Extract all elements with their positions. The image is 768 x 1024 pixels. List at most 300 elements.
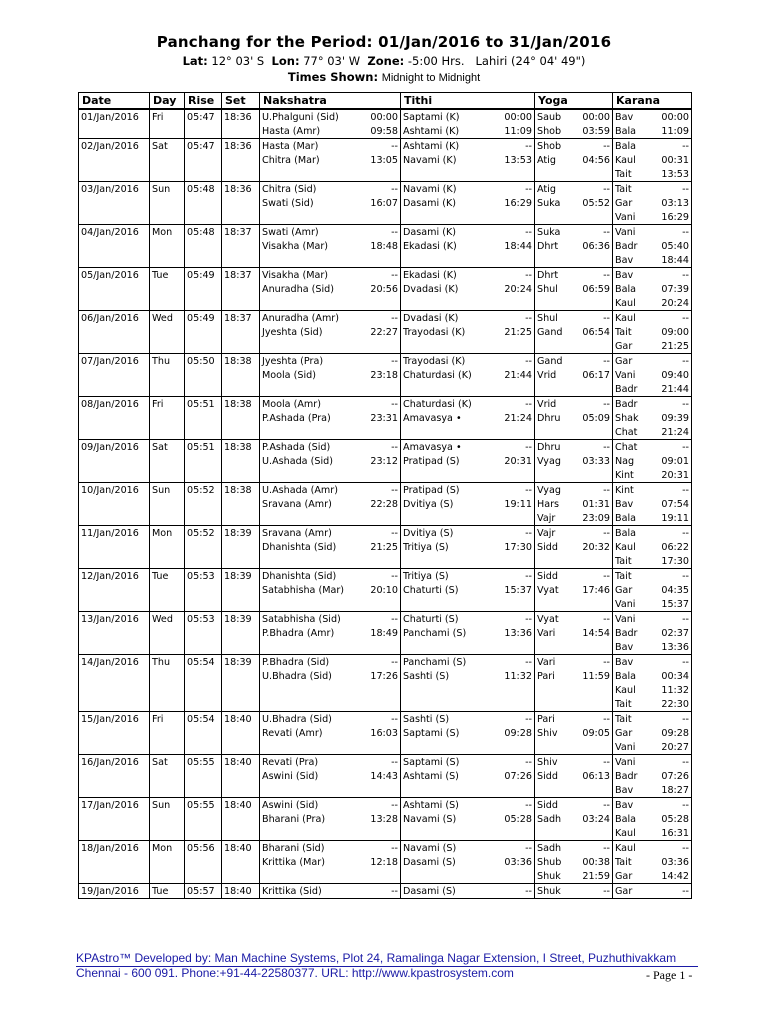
cell-yoga [535, 483, 613, 498]
cell-tithi-name: Tritiya (S) [403, 570, 449, 582]
cell-day [150, 282, 185, 296]
cell-date: 07/Jan/2016 [79, 354, 150, 369]
cell-day: Tue [150, 569, 185, 584]
cell-yoga-name: Shob [537, 140, 562, 152]
cell-yoga-time: -- [603, 713, 610, 725]
cell-yoga-name: Vyag [537, 484, 561, 496]
cell-tithi-name: Chaturti (S) [403, 584, 459, 596]
cell-nakshatra-time: 13:05 [370, 154, 398, 166]
cell-karana-name: Tait [615, 713, 632, 725]
cell-nakshatra-name: P.Ashada (Sid) [262, 441, 331, 453]
cell-tithi-name: Navami (S) [403, 813, 457, 825]
cell-karana-name: Badr [615, 240, 638, 252]
cell-nakshatra-time: 00:00 [370, 111, 398, 123]
cell-day [150, 210, 185, 225]
table-row [79, 526, 692, 541]
times-label: Times Shown: [287, 70, 379, 84]
lat-value: 12° 03' S [211, 54, 265, 68]
cell-karana-time: 07:26 [661, 770, 689, 782]
table-row [79, 268, 692, 283]
cell-tithi-name: Dasami (S) [403, 856, 456, 868]
cell-nakshatra [260, 554, 401, 569]
cell-nakshatra [260, 769, 401, 783]
cell-tithi [401, 554, 535, 569]
cell-nakshatra-name: Bharani (Sid) [262, 842, 325, 854]
cell-nakshatra [260, 626, 401, 640]
cell-date: 15/Jan/2016 [79, 712, 150, 727]
cell-day [150, 425, 185, 440]
cell-tithi-time: 00:00 [504, 111, 532, 123]
cell-nakshatra-name: Bharani (Pra) [262, 813, 326, 825]
cell-yoga [535, 697, 613, 712]
cell-day [150, 740, 185, 755]
cell-tithi [401, 683, 535, 697]
cell-yoga [535, 712, 613, 727]
cell-nakshatra-time: 09:58 [370, 125, 398, 137]
cell-karana [613, 812, 692, 826]
cell-tithi-time: -- [525, 885, 532, 897]
cell-karana [613, 683, 692, 697]
cell-yoga [535, 182, 613, 197]
cell-set [222, 325, 260, 339]
cell-tithi [401, 239, 535, 253]
table-row [79, 182, 692, 197]
cell-nakshatra [260, 124, 401, 139]
cell-yoga [535, 640, 613, 655]
cell-tithi [401, 368, 535, 382]
cell-set [222, 683, 260, 697]
cell-date: 14/Jan/2016 [79, 655, 150, 670]
cell-day: Sun [150, 798, 185, 813]
cell-tithi-name: Sashti (S) [403, 670, 450, 682]
table-row [79, 640, 692, 655]
cell-nakshatra [260, 812, 401, 826]
cell-karana-time: -- [682, 527, 689, 539]
cell-day [150, 583, 185, 597]
cell-nakshatra-time: -- [391, 312, 398, 324]
cell-karana-time: 11:09 [661, 125, 689, 137]
cell-set [222, 697, 260, 712]
cell-tithi [401, 454, 535, 468]
cell-yoga-name: Shiv [537, 727, 558, 739]
cell-day [150, 669, 185, 683]
cell-date [79, 296, 150, 311]
cell-yoga [535, 612, 613, 627]
cell-yoga-name: Sadh [537, 813, 562, 825]
cell-karana-time: 20:24 [661, 297, 689, 309]
cell-date [79, 855, 150, 869]
cell-nakshatra-time: -- [391, 183, 398, 195]
cell-yoga-time: 06:17 [582, 369, 610, 381]
cell-date [79, 669, 150, 683]
cell-day: Sat [150, 139, 185, 154]
cell-nakshatra-time: 22:28 [370, 498, 398, 510]
cell-karana-name: Bala [615, 283, 637, 295]
cell-set [222, 296, 260, 311]
cell-day [150, 497, 185, 511]
cell-tithi [401, 196, 535, 210]
cell-tithi [401, 382, 535, 397]
column-header-yoga: Yoga [535, 93, 613, 110]
cell-yoga [535, 855, 613, 869]
cell-tithi [401, 109, 535, 124]
cell-rise [185, 855, 222, 869]
cell-karana-time: -- [682, 140, 689, 152]
cell-tithi-time: -- [525, 484, 532, 496]
cell-yoga-name: Dhrt [537, 269, 559, 281]
cell-rise: 05:49 [185, 268, 222, 283]
cell-nakshatra [260, 884, 401, 899]
cell-yoga-name: Gand [537, 355, 563, 367]
cell-nakshatra-name: Swati (Sid) [262, 197, 314, 209]
cell-karana [613, 640, 692, 655]
cell-tithi-time: -- [525, 570, 532, 582]
cell-set: 18:40 [222, 712, 260, 727]
cell-yoga [535, 153, 613, 167]
location-line [0, 54, 768, 68]
cell-day [150, 540, 185, 554]
table-row [79, 826, 692, 841]
cell-yoga [535, 239, 613, 253]
cell-karana-time: -- [682, 312, 689, 324]
table-row [79, 841, 692, 856]
cell-date [79, 626, 150, 640]
cell-nakshatra-time: -- [391, 269, 398, 281]
table-row [79, 855, 692, 869]
cell-nakshatra-time: 18:48 [370, 240, 398, 252]
cell-tithi [401, 612, 535, 627]
cell-date: 17/Jan/2016 [79, 798, 150, 813]
cell-day: Mon [150, 841, 185, 856]
table-row [79, 626, 692, 640]
cell-karana-name: Bav [615, 254, 634, 266]
cell-yoga-time: -- [603, 842, 610, 854]
cell-yoga-time: 17:46 [582, 584, 610, 596]
cell-karana-name: Bala [615, 670, 637, 682]
cell-set [222, 783, 260, 798]
cell-karana [613, 612, 692, 627]
cell-karana-time: 09:39 [661, 412, 689, 424]
cell-set: 18:38 [222, 440, 260, 455]
cell-nakshatra-name: Sravana (Amr) [262, 527, 332, 539]
cell-yoga-name: Atig [537, 183, 556, 195]
cell-karana [613, 225, 692, 240]
cell-nakshatra [260, 282, 401, 296]
cell-day [150, 124, 185, 139]
cell-yoga [535, 511, 613, 526]
cell-karana-name: Badr [615, 383, 638, 395]
cell-tithi-name: Amavasya • [403, 441, 462, 453]
cell-rise [185, 583, 222, 597]
table-row [79, 311, 692, 326]
cell-nakshatra-name: Revati (Amr) [262, 727, 323, 739]
cell-date [79, 726, 150, 740]
cell-tithi-name: Dvadasi (K) [403, 312, 459, 324]
cell-yoga [535, 339, 613, 354]
cell-karana-time: -- [682, 484, 689, 496]
cell-set [222, 640, 260, 655]
cell-karana [613, 569, 692, 584]
cell-karana-name: Bav [615, 641, 634, 653]
cell-date: 06/Jan/2016 [79, 311, 150, 326]
cell-yoga-time: 03:33 [582, 455, 610, 467]
column-header-rise: Rise [185, 93, 222, 110]
cell-day: Sat [150, 755, 185, 770]
cell-nakshatra-name: U.Phalguni (Sid) [262, 111, 339, 123]
cell-rise: 05:47 [185, 139, 222, 154]
cell-tithi [401, 440, 535, 455]
cell-yoga-time: 06:59 [582, 283, 610, 295]
cell-rise [185, 740, 222, 755]
cell-day [150, 726, 185, 740]
cell-nakshatra-name: Swati (Amr) [262, 226, 319, 238]
cell-yoga [535, 454, 613, 468]
cell-yoga [535, 382, 613, 397]
cell-karana-time: -- [682, 183, 689, 195]
cell-yoga [535, 354, 613, 369]
cell-nakshatra-time: 18:49 [370, 627, 398, 639]
cell-tithi-name: Saptami (S) [403, 756, 460, 768]
cell-yoga-time: 09:05 [582, 727, 610, 739]
cell-yoga-time: 21:59 [582, 870, 610, 882]
cell-tithi-time: 13:53 [504, 154, 532, 166]
cell-tithi-name: Dasami (S) [403, 885, 456, 897]
cell-tithi-time: 11:09 [504, 125, 532, 137]
cell-tithi-time: -- [525, 226, 532, 238]
cell-tithi-time: -- [525, 398, 532, 410]
table-row [79, 483, 692, 498]
cell-nakshatra [260, 798, 401, 813]
cell-yoga [535, 726, 613, 740]
cell-nakshatra-name: U.Ashada (Amr) [262, 484, 338, 496]
cell-karana [613, 826, 692, 841]
cell-day [150, 683, 185, 697]
cell-tithi [401, 253, 535, 268]
times-value: Midnight to Midnight [381, 72, 481, 84]
cell-yoga-time: -- [603, 756, 610, 768]
cell-nakshatra-name: P.Ashada (Pra) [262, 412, 331, 424]
cell-yoga [535, 869, 613, 884]
cell-nakshatra-time: -- [391, 226, 398, 238]
table-row [79, 798, 692, 813]
cell-karana-name: Vani [615, 613, 636, 625]
cell-date: 08/Jan/2016 [79, 397, 150, 412]
cell-karana [613, 841, 692, 856]
cell-karana-time: -- [682, 885, 689, 897]
cell-nakshatra-name: Chitra (Sid) [262, 183, 317, 195]
cell-yoga [535, 196, 613, 210]
cell-tithi [401, 569, 535, 584]
cell-tithi-name: Chaturti (S) [403, 613, 459, 625]
cell-nakshatra [260, 869, 401, 884]
cell-karana-time: 21:44 [661, 383, 689, 395]
cell-tithi-name: Ekadasi (K) [403, 269, 457, 281]
cell-yoga-name: Sidd [537, 570, 558, 582]
cell-karana [613, 239, 692, 253]
cell-rise [185, 124, 222, 139]
table-row [79, 124, 692, 139]
cell-yoga [535, 655, 613, 670]
cell-set: 18:38 [222, 354, 260, 369]
cell-nakshatra-time: 20:56 [370, 283, 398, 295]
cell-karana [613, 182, 692, 197]
cell-tithi [401, 655, 535, 670]
cell-rise [185, 497, 222, 511]
cell-tithi-time: 03:36 [504, 856, 532, 868]
cell-nakshatra-time: -- [391, 398, 398, 410]
cell-karana-time: 17:30 [661, 555, 689, 567]
cell-nakshatra-time: -- [391, 570, 398, 582]
cell-karana [613, 311, 692, 326]
cell-nakshatra-time: -- [391, 527, 398, 539]
footer-developer: KPAstro™ Developed by: Man Machine Systems, Plot 24, Ramalinga Nagar Extension, I Street, Puzhuthivakkam [76, 951, 677, 965]
cell-karana [613, 382, 692, 397]
cell-tithi [401, 712, 535, 727]
cell-yoga-name: Shob [537, 125, 562, 137]
cell-day: Sun [150, 483, 185, 498]
cell-day: Tue [150, 884, 185, 899]
cell-tithi-time: 21:44 [504, 369, 532, 381]
cell-yoga-name: Sadh [537, 842, 562, 854]
cell-tithi-name: Ashtami (S) [403, 770, 459, 782]
cell-date [79, 597, 150, 612]
cell-rise [185, 869, 222, 884]
cell-day: Wed [150, 311, 185, 326]
cell-yoga-name: Shuk [537, 885, 561, 897]
cell-rise [185, 540, 222, 554]
cell-nakshatra-time: 21:25 [370, 541, 398, 553]
cell-tithi-time: 11:32 [504, 670, 532, 682]
cell-karana-time: 15:37 [661, 598, 689, 610]
cell-rise [185, 783, 222, 798]
cell-karana [613, 268, 692, 283]
cell-nakshatra-name: Satabhisha (Sid) [262, 613, 341, 625]
cell-karana [613, 454, 692, 468]
cell-tithi [401, 483, 535, 498]
cell-tithi-name: Sashti (S) [403, 713, 450, 725]
table-row [79, 440, 692, 455]
cell-yoga [535, 167, 613, 182]
cell-tithi-time: -- [525, 269, 532, 281]
table-row [79, 210, 692, 225]
cell-nakshatra-time: -- [391, 713, 398, 725]
cell-tithi-name: Trayodasi (K) [403, 355, 466, 367]
cell-day [150, 253, 185, 268]
cell-yoga-name: Vari [537, 656, 556, 668]
cell-set [222, 511, 260, 526]
cell-nakshatra [260, 397, 401, 412]
cell-date [79, 425, 150, 440]
cell-nakshatra-time: 20:10 [370, 584, 398, 596]
cell-nakshatra-name: Krittika (Mar) [262, 856, 325, 868]
cell-tithi-time: -- [525, 140, 532, 152]
cell-yoga [535, 540, 613, 554]
cell-nakshatra-name: Krittika (Sid) [262, 885, 322, 897]
cell-karana [613, 755, 692, 770]
cell-rise [185, 425, 222, 440]
cell-tithi [401, 583, 535, 597]
cell-karana [613, 124, 692, 139]
cell-tithi-name: Saptami (K) [403, 111, 460, 123]
cell-yoga-name: Sidd [537, 541, 558, 553]
column-header-set: Set [222, 93, 260, 110]
cell-tithi [401, 225, 535, 240]
cell-day [150, 468, 185, 483]
cell-tithi [401, 597, 535, 612]
cell-karana-name: Bala [615, 512, 637, 524]
cell-nakshatra [260, 683, 401, 697]
cell-karana-name: Kint [615, 484, 634, 496]
cell-karana [613, 354, 692, 369]
cell-day: Fri [150, 712, 185, 727]
cell-date: 12/Jan/2016 [79, 569, 150, 584]
cell-karana-time: 13:36 [661, 641, 689, 653]
cell-rise: 05:54 [185, 712, 222, 727]
cell-karana-time: 21:24 [661, 426, 689, 438]
times-line [0, 70, 768, 84]
cell-karana-name: Badr [615, 770, 638, 782]
cell-karana-name: Kaul [615, 842, 636, 854]
cell-day [150, 855, 185, 869]
table-row [79, 282, 692, 296]
cell-yoga-name: Dhru [537, 412, 561, 424]
cell-date: 19/Jan/2016 [79, 884, 150, 899]
cell-karana-name: Bav [615, 498, 634, 510]
cell-karana [613, 153, 692, 167]
cell-yoga-name: Vyag [537, 455, 561, 467]
cell-karana-name: Vani [615, 226, 636, 238]
cell-rise [185, 153, 222, 167]
cell-nakshatra [260, 712, 401, 727]
cell-tithi-time: 13:36 [504, 627, 532, 639]
cell-karana-name: Tait [615, 183, 632, 195]
table-row [79, 740, 692, 755]
cell-yoga [535, 282, 613, 296]
cell-date [79, 697, 150, 712]
cell-karana-name: Kaul [615, 297, 636, 309]
cell-nakshatra [260, 239, 401, 253]
cell-yoga-name: Suka [537, 226, 561, 238]
cell-tithi-name: Dasami (K) [403, 226, 456, 238]
cell-set [222, 382, 260, 397]
cell-nakshatra-time: -- [391, 842, 398, 854]
cell-karana [613, 798, 692, 813]
cell-set [222, 282, 260, 296]
cell-yoga [535, 626, 613, 640]
cell-yoga-time: -- [603, 183, 610, 195]
cell-tithi-name: Ashtami (K) [403, 125, 460, 137]
lon-value: 77° 03' W [303, 54, 361, 68]
cell-yoga-time: -- [603, 799, 610, 811]
cell-tithi [401, 339, 535, 354]
cell-rise: 05:48 [185, 182, 222, 197]
table-row [79, 554, 692, 569]
cell-set [222, 597, 260, 612]
cell-karana-time: -- [682, 842, 689, 854]
cell-karana-name: Tait [615, 698, 632, 710]
cell-day [150, 626, 185, 640]
cell-nakshatra [260, 325, 401, 339]
cell-yoga-time: 20:32 [582, 541, 610, 553]
cell-karana [613, 669, 692, 683]
cell-karana [613, 712, 692, 727]
cell-rise [185, 167, 222, 182]
cell-nakshatra [260, 440, 401, 455]
cell-set: 18:39 [222, 655, 260, 670]
cell-day [150, 597, 185, 612]
cell-karana [613, 783, 692, 798]
cell-karana [613, 368, 692, 382]
